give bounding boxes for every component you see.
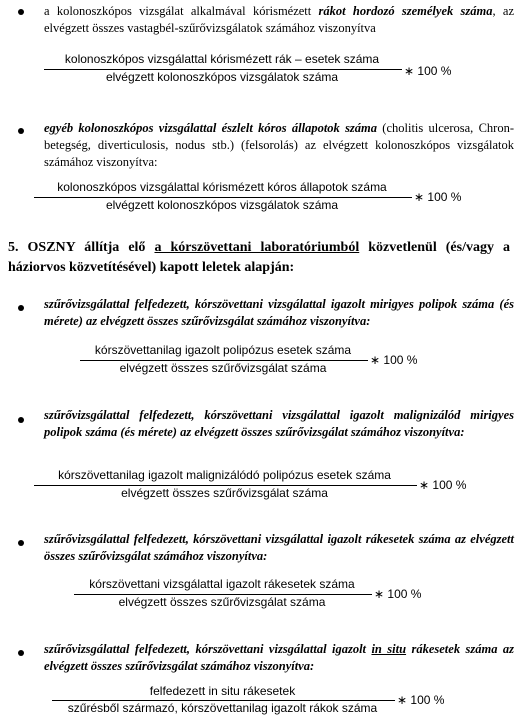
formula-1-numerator: kolonoszkópos vizsgálattal kórismézett rák – esetek száma: [64, 52, 380, 66]
formula-5-4-denominator: szűrésből származó, kórszövettanilag igazolt rákok száma: [67, 701, 378, 715]
formula-5-2-multiplier: ∗ 100 %: [419, 478, 467, 492]
item-5-4-text-underlined: in situ: [371, 642, 407, 656]
formula-5-2-numerator: kórszövettanilag igazolt malignizálódó polipózus esetek száma: [58, 468, 391, 482]
item-5-3-text: szűrővizsgálattal felfedezett, kórszövettani vizsgálattal igazolt rákesetek száma az elvégzett összes szűrővizsgálat számához viszonyítva:: [44, 532, 514, 563]
section-5-underlined: a kórszövettani laboratóriumból: [154, 240, 360, 255]
formula-5-1-numerator: kórszövettanilag igazolt polipózus esetek száma: [94, 343, 352, 357]
formula-5-3-denominator: elvégzett összes szűrővizsgálat száma: [118, 595, 326, 609]
formula-5-2-denominator: elvégzett összes szűrővizsgálat száma: [121, 486, 328, 500]
formula-1-multiplier: ∗ 100 %: [404, 64, 452, 78]
item-5-4-text-pre: szűrővizsgálattal felfedezett, kórszövettani vizsgálattal igazolt: [44, 642, 372, 656]
item-5-4-text: [44, 641, 514, 675]
item-2-text-post: (cholitis ulcerosa, Chron-betegség, diverticulosis, nodus stb.) (felsorolás) az elvégzett kolonoszkópos vizsgálatok számához viszonyítva:: [44, 121, 514, 169]
item-1-text: [44, 3, 514, 37]
formula-5-3-numerator: kórszövettani vizsgálattal igazolt rákesetek száma: [89, 577, 355, 591]
item-5-4-text-post: rákesetek száma az elvégzett összes szűrővizsgálat számához viszonyítva:: [44, 642, 514, 673]
item-1-text-emphasis: rákot hordozó személyek száma: [318, 4, 493, 18]
formula-5-3-multiplier: ∗ 100 %: [374, 587, 422, 601]
section-5-post: közvetlenül (és/vagy a háziorvos közvetítésével) kapott leletek alapján:: [8, 240, 511, 275]
formula-1-denominator: elvégzett kolonoszkópos vizsgálatok száma: [105, 70, 339, 84]
section-number: 5.: [8, 240, 19, 255]
formula-5-1-multiplier: ∗ 100 %: [370, 353, 418, 367]
section-5-heading: [8, 238, 510, 278]
item-1-text-pre: a kolonoszkópos vizsgálat alkalmával kórismézett: [44, 4, 319, 18]
formula-2-numerator: kolonoszkópos vizsgálattal kórismézett kóros állapotok száma: [57, 180, 387, 194]
formula-5-1-denominator: elvégzett összes szűrővizsgálat száma: [119, 361, 327, 375]
item-5-1-text: szűrővizsgálattal felfedezett, kórszövettani vizsgálattal igazolt mirigyes polipok száma (és mérete) az elvégzett összes szűrővizsgálat számához viszonyítva:: [44, 297, 514, 328]
formula-2-multiplier: ∗ 100 %: [414, 190, 462, 204]
formula-5-4-multiplier: ∗ 100 %: [397, 693, 445, 707]
formula-2-denominator: elvégzett kolonoszkópos vizsgálatok száma: [105, 198, 339, 212]
item-5-2-text: szűrővizsgálattal felfedezett, kórszövettani vizsgálattal igazolt malignizálód mirigyes polipok száma (és mérete) az elvégzett összes szűrővizsgálat számához viszonyítva:: [44, 408, 514, 439]
item-1-text-post: , az elvégzett összes vastagbél-szűrővizsgálatok számához viszonyítva: [44, 4, 514, 35]
section-5-pre: OSZNY állítja elő: [18, 240, 155, 255]
formula-5-4-numerator: felfedezett in situ rákesetek: [149, 684, 296, 698]
item-2-text-emphasis: egyéb kolonoszkópos vizsgálattal észlelt kóros állapotok száma: [44, 121, 378, 135]
item-2-text: [44, 120, 514, 171]
